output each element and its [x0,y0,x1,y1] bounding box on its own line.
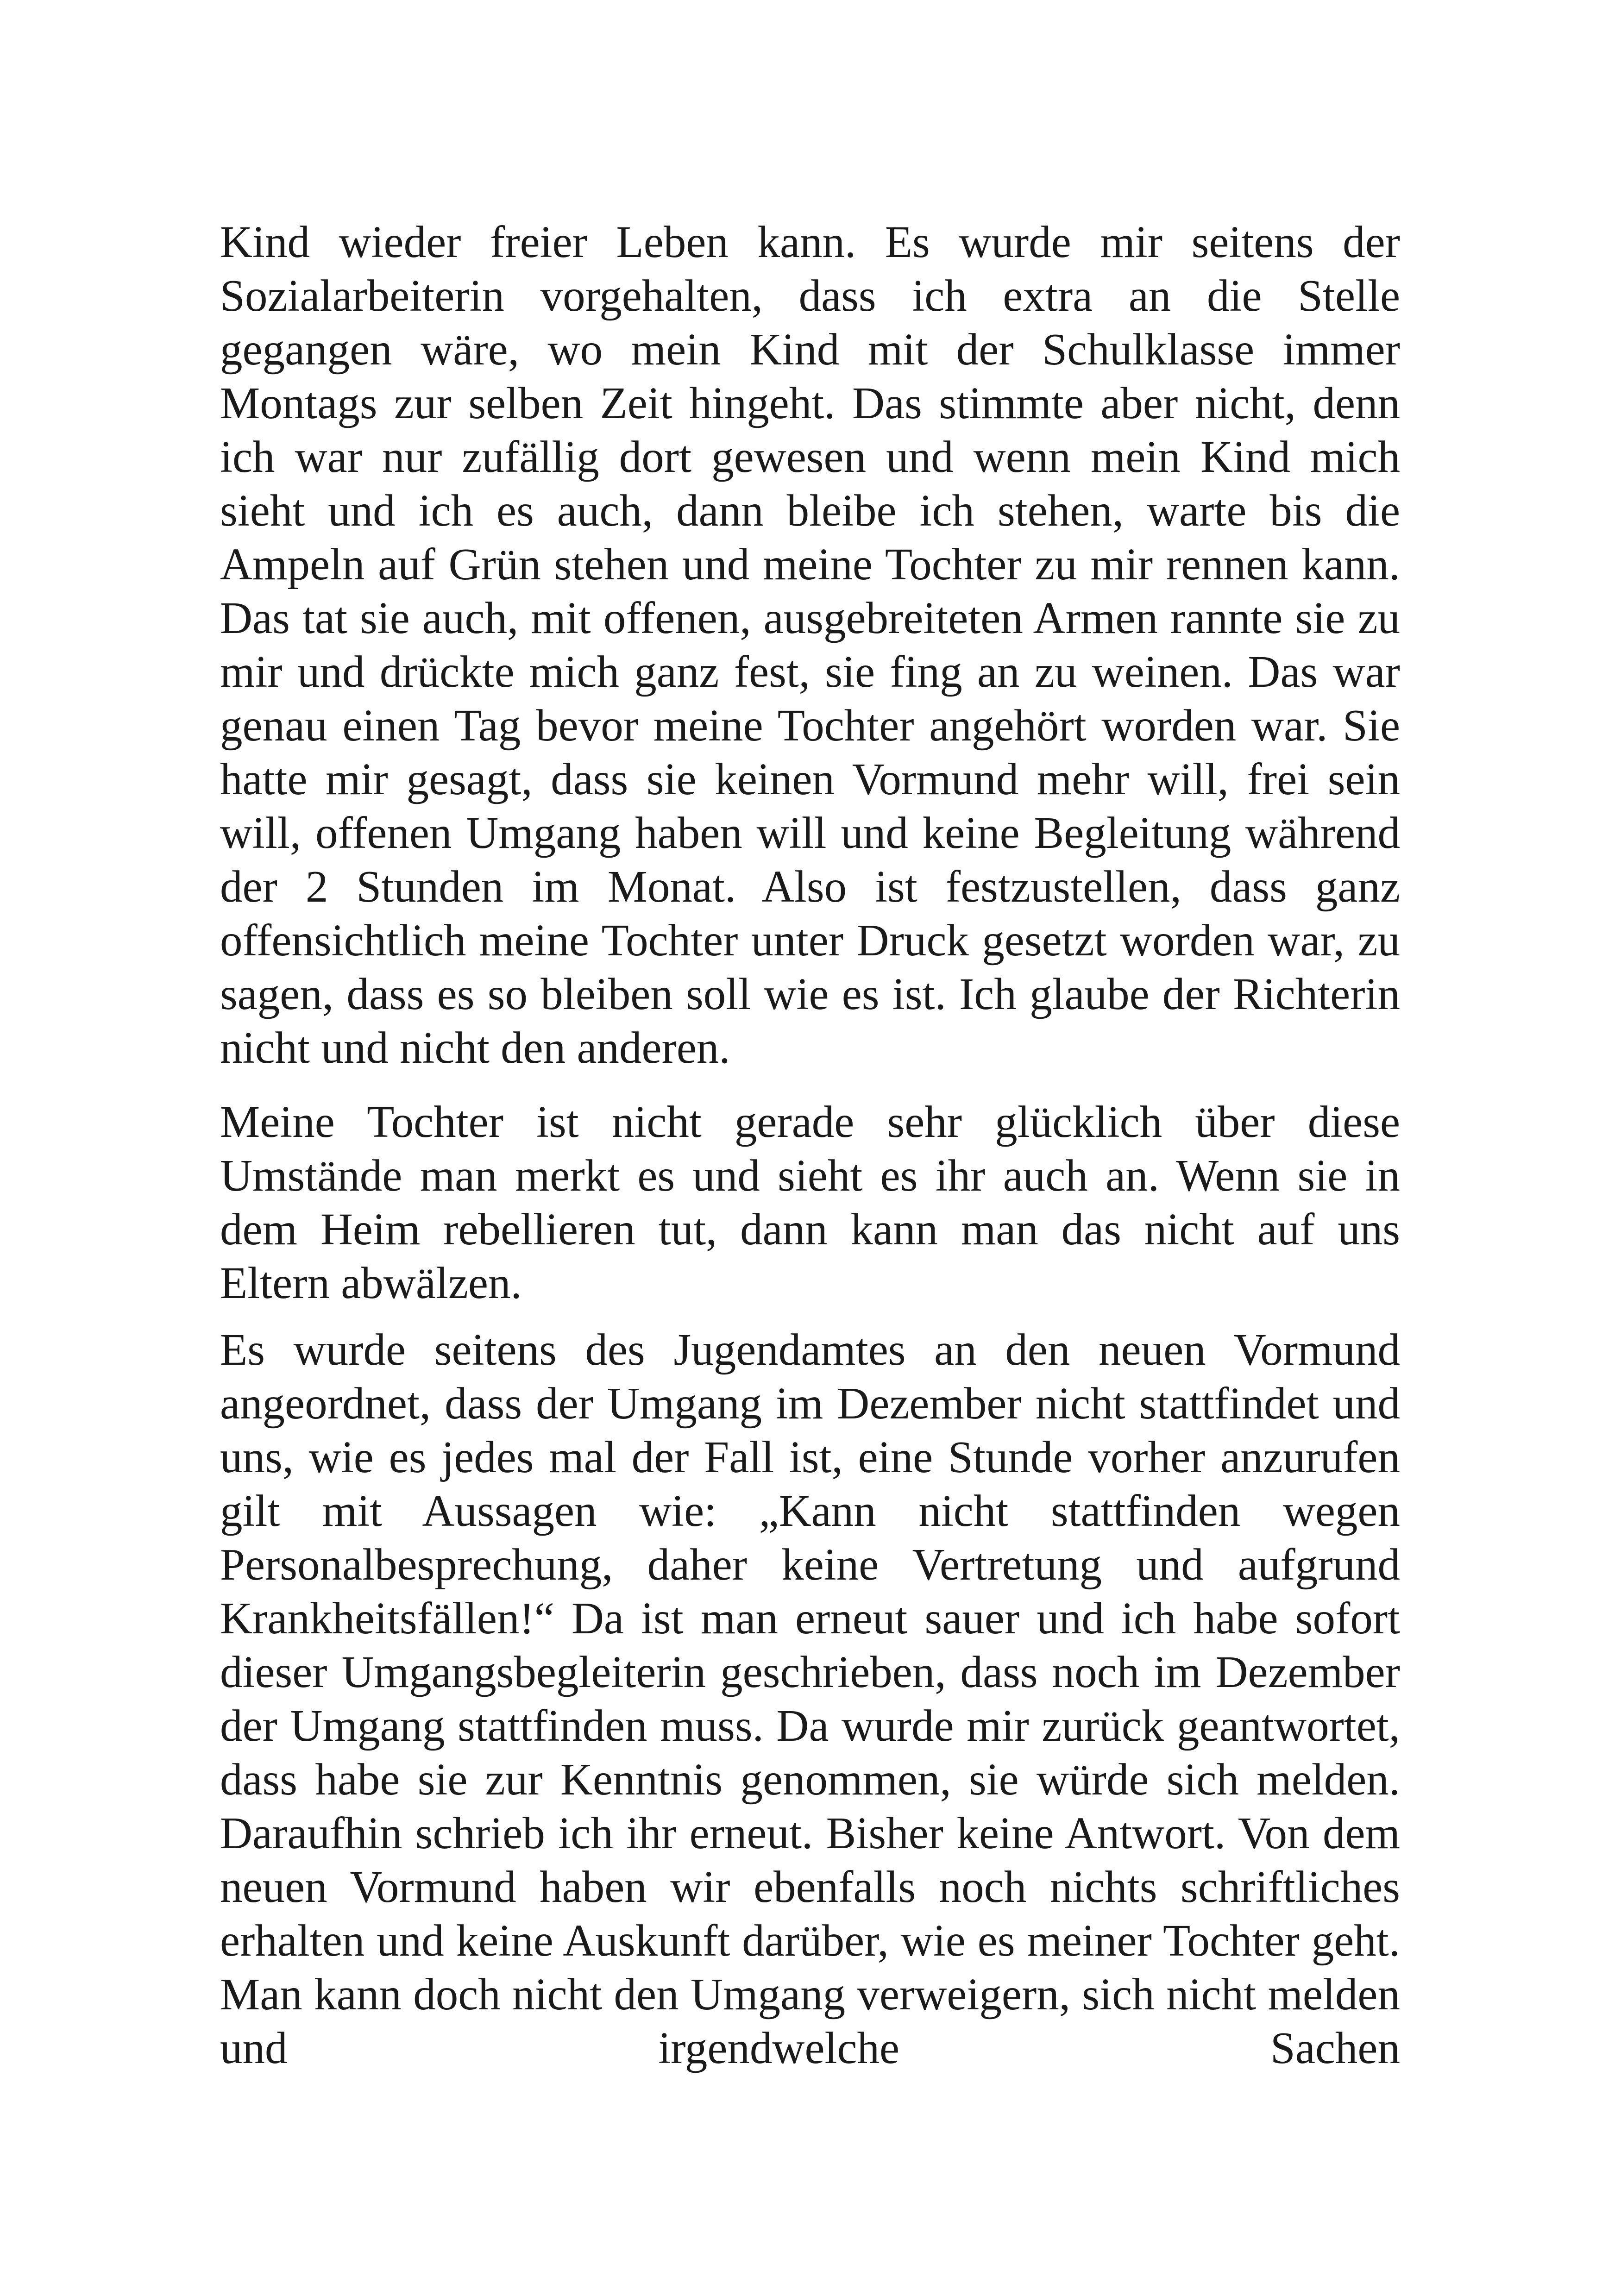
paragraph-1: Kind wieder freier Leben kann. Es wurde mir seitens der Sozialarbeiterin vorgehalten, dass ich extra an die Stelle gegangen wäre, wo mein Kind mit der Schulklasse immer Montags zur selben Zeit hingeht. Das stimmte aber nicht, denn ich war nur zufällig dort gewesen und wenn mein Kind mich sieht und ich es auch, dann bleibe ich stehen, warte bis die Ampeln auf Grün stehen und meine Tochter zu mir rennen kann. Das tat sie auch, mit offenen, ausgebreiteten Armen rannte sie zu mir und drückte mich ganz fest, sie fing an zu weinen. Das war genau einen Tag bevor meine Tochter angehört worden war. Sie hatte mir gesagt, dass sie keinen Vormund mehr will, frei sein will, offenen Umgang haben will und keine Begleitung während der 2 Stunden im Monat. Also ist festzustellen, dass ganz offensichtlich meine Tochter unter Druck gesetzt worden war, zu sagen, dass es so bleiben soll wie es ist. Ich glaube der Richterin nicht und nicht den anderen. [220,217,1400,1073]
paragraph-2: Meine Tochter ist nicht gerade sehr glücklich über diese Umstände man merkt es und sieht es ihr auch an. Wenn sie in dem Heim rebellieren tut, dann kann man das nicht auf uns Eltern abwälzen. [220,1097,1400,1308]
paragraph-3: Es wurde seitens des Jugendamtes an den neuen Vormund angeordnet, dass der Umgang im Dezember nicht stattfindet und uns, wie es jedes mal der Fall ist, eine Stunde vorher anzurufen gilt mit Aussagen wie: „Kann nicht stattfinden wegen Personalbesprechung, daher keine Vertretung und aufgrund Krankheitsfällen!“ Da ist man erneut sauer und ich habe sofort dieser Umgangsbegleiterin geschrieben, dass noch im Dezember der Umgang stattfinden muss. Da wurde mir zurück geantwortet, dass habe sie zur Kenntnis genommen, sie würde sich melden. Daraufhin schrieb ich ihr erneut. Bisher keine Antwort. Von dem neuen Vormund haben wir ebenfalls noch nichts schriftliches erhalten und keine Auskunft darüber, wie es meiner Tochter geht. Man kann doch nicht den Umgang verweigern, sich nicht melden und irgendwelche Sachen [220,1325,1400,2073]
